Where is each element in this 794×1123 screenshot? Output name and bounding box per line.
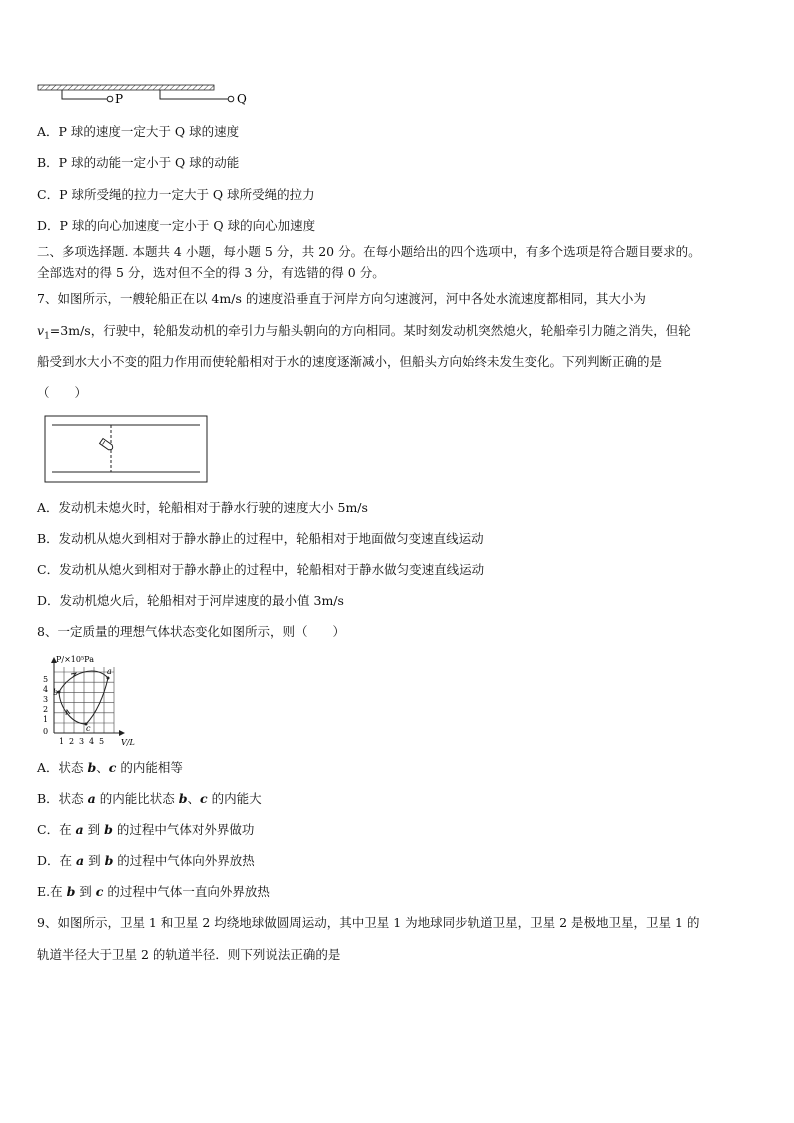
- q8-option-a-text: 的内能相等: [116, 760, 183, 775]
- label-p: P: [115, 92, 124, 106]
- pv-x-tick: 2: [69, 737, 75, 746]
- section2-heading-line2: 全部选对的得 5 分，选对但不全的得 3 分，有选错的得 0 分。: [37, 265, 385, 280]
- pv-grid: [54, 667, 114, 733]
- q8-option-e: [37, 884, 270, 900]
- q8-option-d-text: 到: [84, 853, 105, 868]
- q8-var: b: [66, 884, 76, 899]
- q8-var: b: [104, 822, 113, 837]
- ceiling-bar: [38, 85, 214, 90]
- ball-q: [228, 96, 234, 102]
- q8-option-c-text: C．在: [37, 822, 76, 837]
- section2-heading-line1: 二、多项选择题. 本题共 4 小题，每小题 5 分，共 20 分。在每小题给出的四个选项中，有多个选项是符合题目要求的。: [37, 244, 701, 259]
- q7-option-d: D．发动机熄火后，轮船相对于河岸速度的最小值 3m/s: [37, 593, 344, 608]
- pv-y-tick: 3: [43, 695, 49, 704]
- q8-option-d-text: D．在: [37, 853, 76, 868]
- pv-graph: [38, 652, 148, 750]
- q7-stem-line2-text: =3m/s，行驶中，轮船发动机的牵引力与船头朝向的方向相同。某时刻发动机突然熄火，轮船牵引力随之消失，但轮: [49, 323, 691, 338]
- q8-option-b-text: 的内能比状态: [95, 791, 179, 806]
- q9-stem-line1: 9、如图所示，卫星 1 和卫星 2 均绕地球做圆周运动，其中卫星 1 为地球同步轨道卫星，卫星 2 是极地卫星，卫星 1 的: [37, 915, 700, 930]
- pendulum-figure: [36, 82, 256, 112]
- q8-option-a-text: A．状态: [37, 760, 88, 775]
- label-q: Q: [237, 92, 247, 106]
- q8-var: a: [75, 822, 84, 837]
- q7-option-a: A．发动机未熄火时，轮船相对于静水行驶的速度大小 5m/s: [37, 500, 368, 515]
- q8-option-a-text: 、: [96, 760, 109, 775]
- pv-x-axis-label: V/L: [121, 738, 135, 747]
- pv-x-tick: 5: [99, 737, 105, 746]
- q7-stem-line2: [37, 323, 691, 345]
- pv-x-tick: 4: [89, 737, 95, 746]
- rope-p: [62, 90, 107, 99]
- q8-var: a: [76, 853, 85, 868]
- q6-option-b: B．P 球的动能一定小于 Q 球的动能: [37, 155, 240, 170]
- q8-option-a: [37, 760, 183, 776]
- rope-q: [160, 90, 228, 99]
- q8-option-b: [37, 791, 262, 807]
- q8-var: c: [108, 760, 117, 775]
- q8-option-c-text: 到: [83, 822, 105, 837]
- pv-point-a: [107, 677, 110, 680]
- q7-stem-line3: 船受到水大小不变的阻力作用而使轮船相对于水的速度逐渐减小，但船头方向始终未发生变化。下列判断正确的是: [37, 354, 663, 369]
- pv-y-tick: 4: [43, 685, 49, 694]
- q8-var: b: [178, 791, 188, 806]
- q8-option-b-text: B．状态: [37, 791, 88, 806]
- q8-stem: 8、一定质量的理想气体状态变化如图所示，则（ ）: [37, 624, 345, 639]
- pv-y-tick: 2: [43, 705, 49, 714]
- q7-v-symbol: v: [37, 323, 45, 338]
- q6-option-d: D．P 球的向心加速度一定小于 Q 球的向心加速度: [37, 218, 316, 233]
- ball-p: [107, 96, 113, 102]
- q7-answer-blank: （ ）: [37, 385, 88, 400]
- q8-option-b-text: 、: [187, 791, 200, 806]
- pv-y-axis-label: P/×10⁵Pa: [56, 655, 94, 664]
- q7-option-c: C．发动机从熄火到相对于静水静止的过程中，轮船相对于静水做匀变速直线运动: [37, 562, 485, 577]
- pv-y-tick: 1: [43, 715, 49, 724]
- q8-option-b-text: 的内能大: [207, 791, 262, 806]
- pv-x-tick: 3: [79, 737, 85, 746]
- q8-var: b: [104, 853, 114, 868]
- q8-var: b: [87, 760, 97, 775]
- pv-process-curve: [59, 671, 108, 724]
- pv-point-a-label: a: [107, 667, 112, 676]
- pv-point-b-label: b: [53, 688, 59, 697]
- q8-var: a: [87, 791, 96, 806]
- q8-option-d: [37, 853, 255, 869]
- q8-var: c: [95, 884, 104, 899]
- q6-option-c: C．P 球所受绳的拉力一定大于 Q 球所受绳的拉力: [37, 187, 315, 202]
- q8-option-e-text: 到: [75, 884, 96, 899]
- pv-point-c-label: c: [86, 724, 91, 733]
- pv-x-tick: 1: [59, 737, 65, 746]
- q8-option-c-text: 的过程中气体对外界做功: [112, 822, 255, 837]
- river-figure: [44, 415, 208, 483]
- q8-option-d-text: 的过程中气体向外界放热: [113, 853, 255, 868]
- q7-v-subscript: 1: [44, 331, 50, 342]
- q8-option-e-text: E.在: [37, 884, 67, 899]
- q8-option-e-text: 的过程中气体一直向外界放热: [103, 884, 270, 899]
- q8-option-c: [37, 822, 254, 838]
- pv-y-tick: 0: [43, 727, 49, 736]
- q7-stem-line1: 7、如图所示，一艘轮船正在以 4m/s 的速度沿垂直于河岸方向匀速渡河，河中各处水流速度都相同，其大小为: [37, 291, 646, 306]
- q8-var: c: [200, 791, 208, 806]
- q6-option-a: A．P 球的速度一定大于 Q 球的速度: [37, 124, 240, 139]
- q9-stem-line2: 轨道半径大于卫星 2 的轨道半径．则下列说法正确的是: [37, 947, 341, 962]
- pv-y-tick: 5: [43, 675, 49, 684]
- q7-option-b: B．发动机从熄火到相对于静水静止的过程中，轮船相对于地面做匀变速直线运动: [37, 531, 484, 546]
